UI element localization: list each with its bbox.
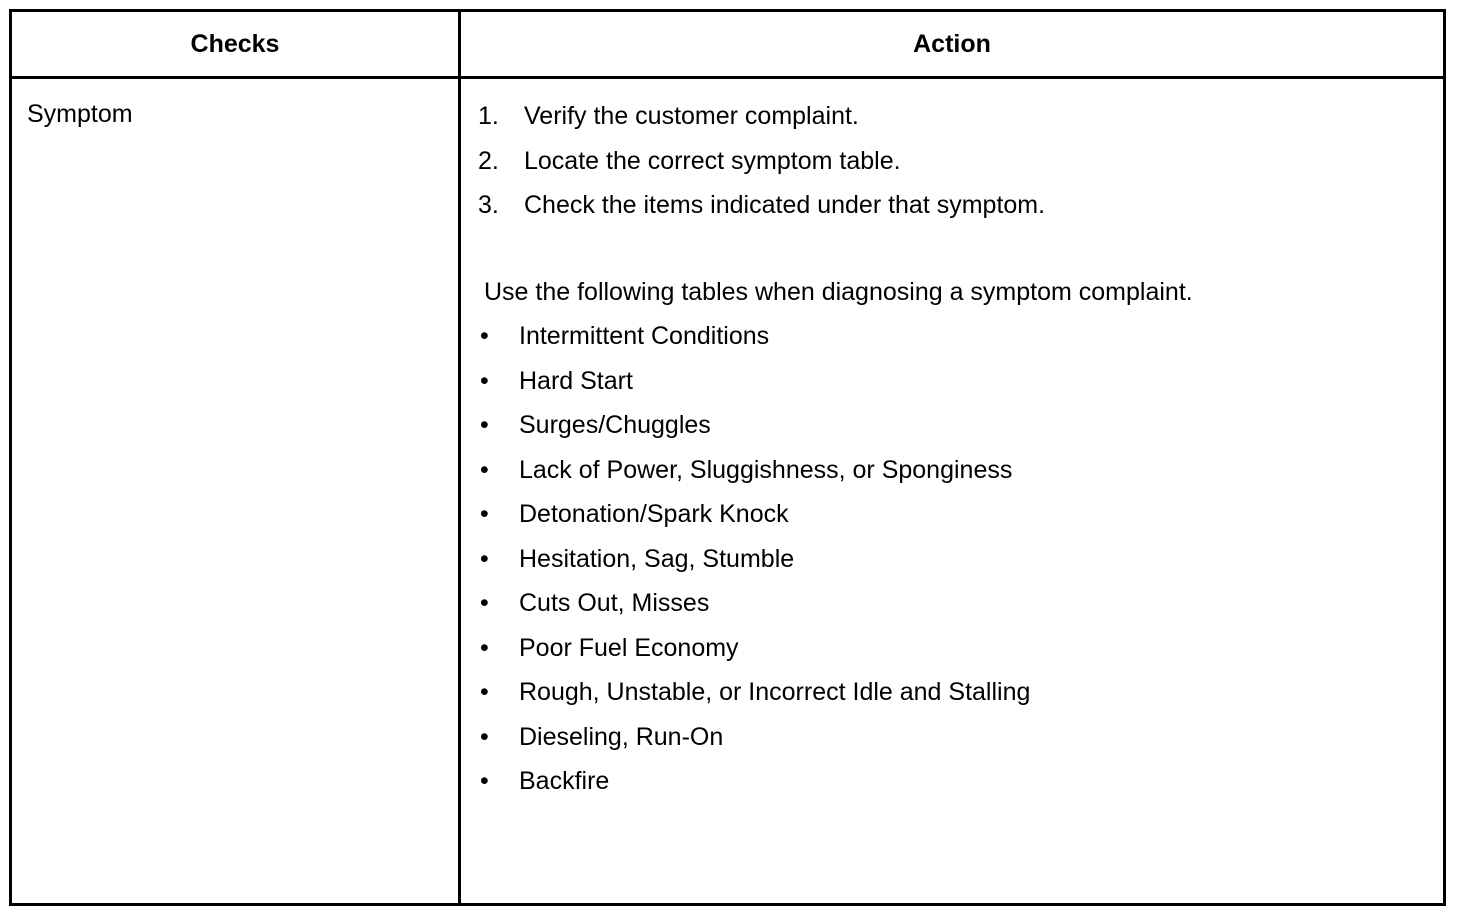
bullet-icon: • [480,767,489,795]
bullet-icon: • [480,411,489,439]
checks-cell-symptom: Symptom [27,100,133,128]
bullet-icon: • [480,544,489,573]
step-item: 2. Locate the correct symptom table. [478,146,901,175]
column-divider [458,9,461,906]
header-divider [9,76,1446,79]
bullet-icon: • [480,500,489,528]
list-item: • Cuts Out, Misses [478,584,1428,629]
list-item: • Backfire [478,762,1428,807]
symptom-tables-list [478,317,1428,807]
list-item: • Lack of Power, Sluggishness, or Sponginess [478,451,1428,496]
list-item: • Hesitation, Sag, Stumble [478,540,1428,585]
bullet-icon: • [480,322,489,350]
list-item: • Rough, Unstable, or Incorrect Idle and Stalling [478,673,1428,718]
bullet-icon: • [480,455,489,484]
list-item: • Poor Fuel Economy [478,629,1428,674]
action-cell [478,97,1428,807]
checks-column-header: Checks [190,29,280,58]
bullet-icon: • [480,366,489,395]
bullet-icon: • [480,633,489,662]
bullet-icon: • [480,589,489,617]
bullet-icon: • [480,678,489,706]
list-item: • Surges/Chuggles [478,406,1428,451]
step-item: 3. Check the items indicated under that symptom. [478,191,1046,219]
list-item: • Intermittent Conditions [478,317,1428,362]
bullet-icon: • [480,722,489,751]
action-column-header: Action [913,29,991,58]
symptom-tables-intro: Use the following tables when diagnosing a symptom complaint. [484,277,1193,306]
list-item: • Dieseling, Run-On [478,718,1428,763]
list-item: • Hard Start [478,362,1428,407]
list-item: • Detonation/Spark Knock [478,495,1428,540]
steps-list [478,97,1428,231]
step-item: 1. Verify the customer complaint. [478,102,859,130]
